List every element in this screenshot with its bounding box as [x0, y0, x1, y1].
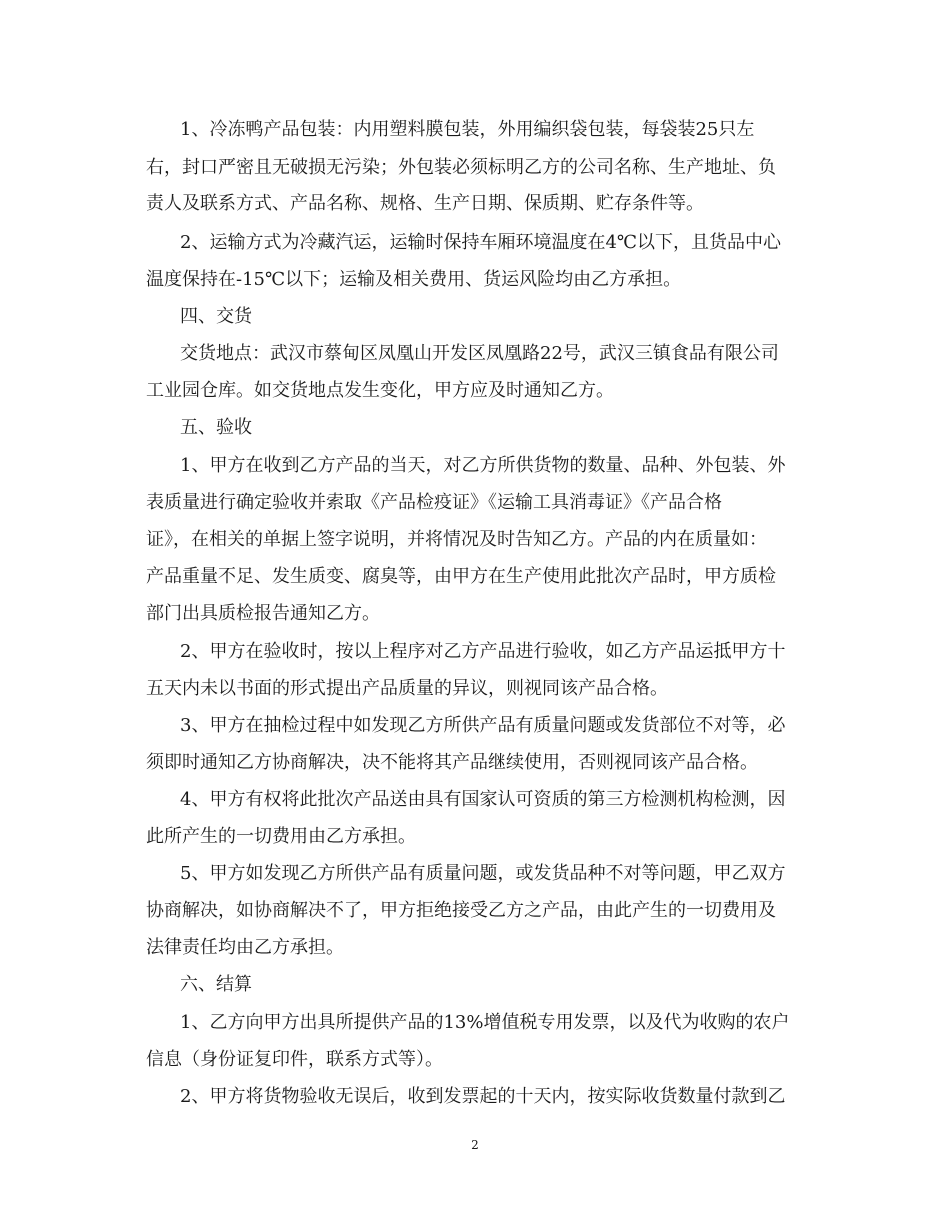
text-line: 1、乙方向甲方出具所提供产品的13%增值税专用发票，以及代为收购的农户 — [180, 1012, 790, 1033]
text-line: 责人及联系方式、产品名称、规格、生产日期、保质期、贮存条件等。 — [146, 193, 704, 214]
text-line: 协商解决，如协商解决不了，甲方拒绝接受乙方之产品，由此产生的一切费用及 — [146, 900, 776, 921]
text-line: 信息（身份证复印件，联系方式等）。 — [146, 1049, 443, 1070]
text-line: 1、甲方在收到乙方产品的当天，对乙方所供货物的数量、品种、外包装、外 — [180, 455, 786, 476]
text-line: 2、甲方在验收时，按以上程序对乙方产品进行验收，如乙方产品运抵甲方十 — [180, 641, 786, 662]
text-line: 此所产生的一切费用由乙方承担。 — [146, 826, 416, 847]
page-number: 2 — [471, 1138, 479, 1152]
text-line: 5、甲方如发现乙方所供产品有质量问题，或发货品种不对等问题，甲乙双方 — [180, 863, 786, 884]
text-line: 表质量进行确定验收并索取《产品检疫证》《运输工具消毒证》《产品合格 — [146, 492, 722, 513]
text-line: 交货地点：武汉市蔡甸区凤凰山开发区凤凰路22号，武汉三镇食品有限公司 — [180, 343, 779, 364]
section-heading: 六、结算 — [180, 974, 252, 995]
text-line: 右，封口严密且无破损无污染；外包装必须标明乙方的公司名称、生产地址、负 — [146, 157, 776, 178]
text-line: 2、运输方式为冷藏汽运，运输时保持车厢环境温度在4℃以下，且货品中心 — [180, 232, 782, 253]
text-line: 须即时通知乙方协商解决，决不能将其产品继续使用，否则视同该产品合格。 — [146, 752, 758, 773]
text-line: 1、冷冻鸭产品包装：内用塑料膜包装，外用编织袋包装，每袋装25只左 — [180, 119, 755, 140]
section-heading: 五、验收 — [180, 417, 252, 438]
text-line: 温度保持在-15℃以下；运输及相关费用、货运风险均由乙方承担。 — [146, 269, 682, 290]
text-line: 五天内未以书面的形式提出产品质量的异议，则视同该产品合格。 — [146, 678, 668, 699]
text-line: 产品重量不足、发生质变、腐臭等，由甲方在生产使用此批次产品时，甲方质检 — [146, 566, 776, 587]
text-line: 工业园仓库。如交货地点发生变化，甲方应及时通知乙方。 — [146, 380, 614, 401]
text-line: 部门出具质检报告通知乙方。 — [146, 603, 380, 624]
text-line: 2、甲方将货物验收无误后，收到发票起的十天内，按实际收货数量付款到乙 — [180, 1086, 786, 1107]
section-heading: 四、交货 — [180, 306, 252, 327]
text-line: 证》，在相关的单据上签字说明，并将情况及时告知乙方。产品的内在质量如： — [146, 529, 767, 550]
text-line: 法律责任均由乙方承担。 — [146, 937, 344, 958]
text-line: 3、甲方在抽检过程中如发现乙方所供产品有质量问题或发货部位不对等，必 — [180, 715, 786, 736]
text-line: 4、甲方有权将此批次产品送由具有国家认可资质的第三方检测机构检测，因 — [180, 789, 786, 810]
